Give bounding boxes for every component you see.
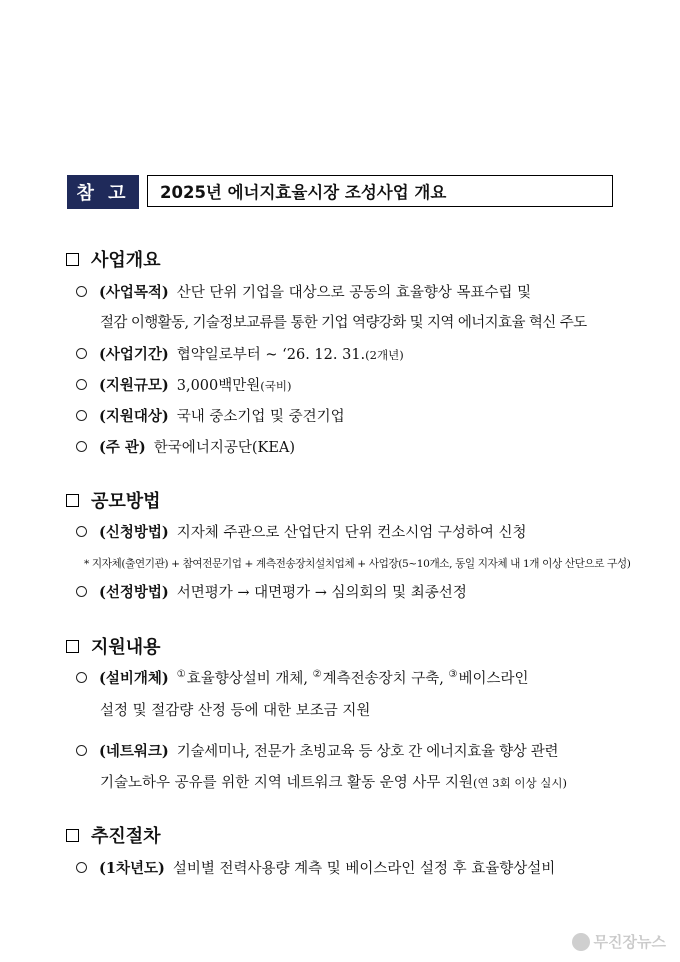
- watermark: 무진장뉴스: [572, 931, 666, 952]
- circle-bullet-icon: [76, 379, 87, 390]
- square-bullet-icon: [66, 494, 79, 507]
- section-heading-procedure: 추진절차: [66, 822, 161, 848]
- budget-line: (지원규모) 3,000백만원(국비): [76, 374, 291, 395]
- equip-line-2: 설정 및 절감량 산정 등에 대한 보조금 지원: [100, 703, 371, 719]
- target-line: (지원대상) 국내 중소기업 및 중견기업: [76, 405, 345, 426]
- circle-bullet-icon: [76, 410, 87, 421]
- purpose-line-2: 절감 이행활동, 기술정보교류를 통한 기업 역량강화 및 지역 에너지효율 혁신 주도: [100, 315, 587, 331]
- network-line-2: 기술노하우 공유를 위한 지역 네트워크 활동 운영 사무 지원(연 3회 이상 실시): [100, 775, 567, 791]
- section-heading-application: 공모방법: [66, 487, 161, 513]
- circle-bullet-icon: [76, 441, 87, 452]
- circle-bullet-icon: [76, 348, 87, 359]
- host-line: (주 관) 한국에너지공단(KEA): [76, 436, 295, 457]
- circle-bullet-icon: [76, 526, 87, 537]
- circle-bullet-icon: [76, 862, 87, 873]
- period-line: (사업기간) 협약일로부터 ~ ‘26. 12. 31.(2개년): [76, 343, 404, 364]
- equip-line: (설비개체) ①효율향상설비 개체, ②계측전송장치 구축, ③베이스라인: [76, 667, 528, 688]
- document-title: 2025년 에너지효율시장 조성사업 개요: [147, 175, 613, 207]
- network-line: (네트워크) 기술세미나, 전문가 초빙교육 등 상호 간 에너지효율 향상 관련: [76, 740, 558, 761]
- circle-bullet-icon: [76, 586, 87, 597]
- square-bullet-icon: [66, 640, 79, 653]
- circle-bullet-icon: [76, 286, 87, 297]
- select-line: (선정방법) 서면평가 → 대면평가 → 심의회의 및 최종선정: [76, 581, 467, 602]
- year1-line: (1차년도) 설비별 전력사용량 계측 및 베이스라인 설정 후 효율향상설비: [76, 857, 555, 878]
- reference-tag: 참 고: [67, 175, 139, 209]
- section-heading-overview: 사업개요: [66, 246, 161, 272]
- circle-bullet-icon: [76, 745, 87, 756]
- section-heading-support: 지원내용: [66, 633, 161, 659]
- apply-line: (신청방법) 지자체 주관으로 산업단지 단위 컨소시엄 구성하여 신청: [76, 521, 527, 542]
- circle-bullet-icon: [76, 672, 87, 683]
- square-bullet-icon: [66, 253, 79, 266]
- title-box: [67, 175, 613, 209]
- square-bullet-icon: [66, 829, 79, 842]
- consortium-note: * 지자체(출연기관) + 참여전문기업 + 계측전송장치설치업체 + 사업장(5~10개소, 동일 지자체 내 1개 이상 산단으로 구성): [84, 558, 631, 570]
- watermark-logo-icon: [572, 933, 590, 951]
- purpose-line: (사업목적) 산단 단위 기업을 대상으로 공동의 효율향상 목표수립 및: [76, 281, 531, 302]
